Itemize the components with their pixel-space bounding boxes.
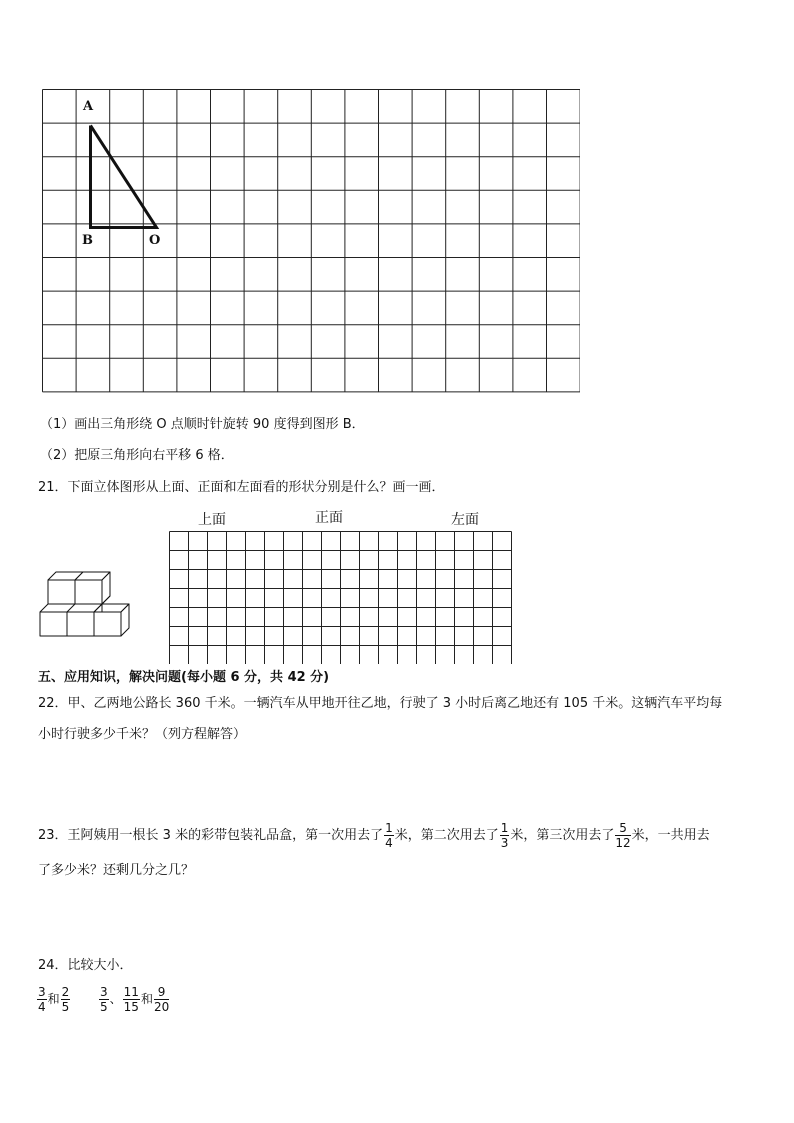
views-grid bbox=[168, 530, 513, 664]
fraction-1-3: $\frac{1}{3}$ bbox=[500, 821, 509, 850]
q20-part2: （2）把原三角形向右平移 6 格． bbox=[40, 448, 234, 463]
q23-line2: 了多少米？还剩几分之几？ bbox=[38, 863, 195, 878]
view-label-top: 上面 bbox=[198, 512, 226, 528]
q21-text: 21．下面立体图形从上面、正面和左面看的形状分别是什么？画一画． bbox=[38, 480, 445, 495]
q24-title: 24．比较大小． bbox=[38, 958, 133, 973]
view-label-left: 左面 bbox=[451, 512, 479, 528]
separator: 、 bbox=[109, 992, 122, 1006]
vertex-label-o: O bbox=[149, 233, 161, 248]
fraction-9-20: $\frac{9}{20}$ bbox=[153, 985, 170, 1014]
triangle-abo bbox=[91, 126, 157, 228]
fraction-3-4: $\frac{3}{4}$ bbox=[38, 985, 46, 1014]
q24-compare-2 bbox=[98, 986, 170, 1013]
and-word: 和 bbox=[140, 992, 153, 1006]
fraction-1-4: $\frac{1}{4}$ bbox=[385, 821, 393, 850]
q23-seg2: 米，第二次用去了 bbox=[394, 828, 499, 843]
view-label-front: 正面 bbox=[315, 510, 343, 526]
and-word: 和 bbox=[47, 992, 60, 1006]
q20-part1: （1）画出三角形绕 O 点顺时针旋转 90 度得到图形 B． bbox=[40, 417, 365, 432]
q22-line1: 22．甲、乙两地公路长 360 千米。一辆汽车从甲地开往乙地，行驶了 3 小时后离乙地还有 105 千米。这辆汽车平均每 bbox=[38, 696, 723, 711]
q23-line1 bbox=[38, 818, 710, 854]
q24-compare-1 bbox=[36, 986, 71, 1013]
fraction-11-15: $\frac{11}{15}$ bbox=[123, 985, 139, 1014]
q22-line2: 小时行驶多少千米？（列方程解答） bbox=[38, 727, 247, 742]
fraction-3-5: $\frac{3}{5}$ bbox=[100, 985, 108, 1014]
vertex-label-b: B bbox=[82, 233, 93, 248]
vertex-label-a: A bbox=[83, 99, 94, 114]
q23-seg1: 23．王阿姨用一根长 3 米的彩带包装礼品盒，第一次用去了 bbox=[38, 828, 384, 843]
q23-seg4: 米，一共用去 bbox=[631, 828, 710, 843]
rotation-grid bbox=[40, 88, 580, 398]
q23-seg3: 米，第三次用去了 bbox=[510, 828, 615, 843]
fraction-5-12: $\frac{5}{12}$ bbox=[615, 821, 631, 850]
fraction-2-5: $\frac{2}{5}$ bbox=[61, 985, 70, 1014]
section5-heading: 五、应用知识，解决问题(每小题 6 分，共 42 分) bbox=[38, 670, 330, 685]
cube-figure bbox=[36, 566, 136, 642]
